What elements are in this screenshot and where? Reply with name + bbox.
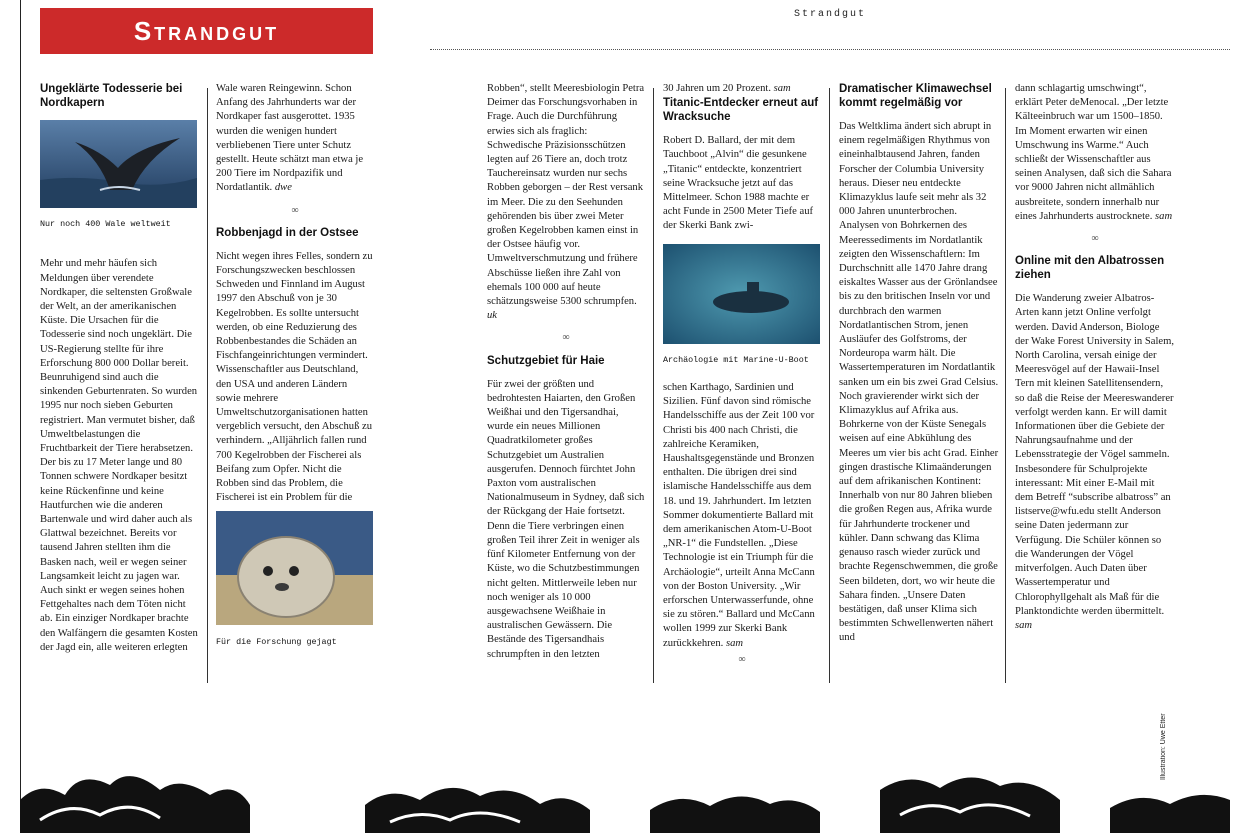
article-heading-albatros: Online mit den Albatrossen ziehen: [1015, 255, 1165, 282]
column-divider: [207, 88, 208, 683]
article-body-nordkaper: Mehr und mehr häufen sich Meldungen über verendete Nordkaper, die seltensten Großwale der Welt, an der amerikanischen Küste. Die Ursachen für die Todesserie sind noch ungeklärt. Die US-Regierung stellte für ihre Erforschung 800 000 Dollar bereit. Beunruhigend sind auch die sinkenden Geburtenraten. So wurden 1995 nur noch sieben Geburten registriert. Man vermutet bisher, daß Umweltbelastungen die Fruchtbarkeit der Tiere herabsetzen. Der bis zu 17 Meter lange und 80 Tonnen schwere Nordkaper besitzt keine Rückenfinne und keine Hautfurchen wie die anderen Bartenwale und wird daher auch als Glattwal bezeichnet. Bereits vor tausend Jahren stellten ihm die Basken nach, weil er wegen seiner Langsamkeit leicht zu jagen war. Auch sinkt er wegen seines hohen Fettgehaltes nach dem Töten nicht ab. Ein einziger Nordkaper brachte den Walfängern die gesamten Kosten der Jagd ein, alle weiteren erlegten: [40, 258, 198, 653]
column-divider: [1005, 88, 1006, 683]
ornament-icon: ∞: [291, 204, 299, 216]
article-body-nordkaper-cont: Wale waren Reingewinn. Schon Anfang des Jahrhunderts war der Nordkaper fast ausgerottet. 1935 wurden die wenigen hundert verbliebenen Tiere unter Schutz gestellt. Heute schätzt man etwa je 200 Tiere im Nordpazifik und Nordatlantik.: [216, 83, 364, 194]
column-5: [839, 82, 999, 646]
seal-photo: [216, 511, 373, 625]
article-body-klima: Das Weltklima ändert sich abrupt in einem regelmäßigen Rhythmus von eineinhalbtausend Jahren, fanden Forscher der Columbia University heraus. Dieser neu entdeckte Klimazyklus laufe seit mehr als 32 000 Jahren ununterbrochen. Analysen von Bohrkernen des Meeressediments im Nordatlantik zeigten den Wissenschaftlern: Im Durchschnitt alle 1470 Jahre drang eiskaltes Wasser aus der Grönlandsee bis zu den britischen Inseln vor und durchbrach den warmen Nordatlantischen Strom, jenen Ausläufer des Golfstroms, der Nordeuropa warm hält. Die Wassertemperaturen im Nordatlantik sanken um ein bis zwei Grad Celsius. Noch gravierender wirkt sich der Klimazyklus auf Afrika aus. Bohrkerne von der Küste Senegals weisen auf eine Abkühlung des Meeres um vier bis acht Grad. Einher gingen drastische Klimaänderungen auf dem afrikanischen Kontinent: Innerhalb von nur 80 Jahren blieben die großen Regen aus, Afrika wurde für Jahrhunderte trockener und kühler. Dann schwang das Klima genauso rasch wieder zurück und brachte Regenschwemmen, die große Seen bildeten, dort, wo wir heute die Sahara finden. „Unsere Daten bestätigen, daß unser Klima sich bestimmten Schwellenwerten nähert und: [839, 121, 999, 644]
running-head: Strandgut: [793, 9, 866, 20]
column-divider: [829, 88, 830, 683]
article-heading-robbenjagd: Robbenjagd in der Ostsee: [216, 226, 359, 239]
column-6: [1015, 82, 1175, 633]
article-body-haie: Für zwei der größten und bedrohtesten Haiarten, den Großen Weißhai und den Tigersandhai, wurde ein neues Millionen Quadratkilometer großes Schutzgebiet um Australien ausgerufen. Dennoch fürchtet John Paxton vom australischen Nationalmuseum in Sydney, daß sich der Rückgang der Haie fortsetzt. Denn die Tiere verbringen einen großen Teil ihrer Zeit in weniger als fünf Kilometer Entfernung von der Küste, wo die Schutzbestimmungen nicht gelten. Mittlerweile leben nur noch weniger als 10 000 ausgewachsene Weißhaie in australischen Gewässern. Die Bestände des Tigersandhais schrumpften in den letzten: [487, 378, 645, 660]
column-2: [216, 82, 374, 649]
author-sign: dwe: [274, 182, 292, 194]
section-banner: Strandgut: [40, 8, 373, 54]
submarine-photo: [663, 244, 820, 344]
author-sign: sam: [773, 83, 791, 94]
author-sign: sam: [1155, 210, 1173, 222]
article-heading-klima: Dramatischer Klimawechsel kommt regelmäßig vor: [839, 83, 992, 109]
article-body-haie-cont: 30 Jahren um 20 Prozent.: [663, 83, 771, 94]
article-body-klima-cont: dann schlagartig umschwingt“, erklärt Peter deMenocal. „Der letzte Kälteeinbruch war um 1500–1850. Im Moment erwarten wir einen Umschwung ins Warme.“ Auch schließt der Wissenschaftler aus seinen Analysen, daß sich die Sahara vor 9000 Jahren nicht allmählich ausbreitete, sondern innerhalb nur eines Jahrhunderts austrocknete.: [1015, 83, 1172, 222]
article-heading-haie: Schutzgebiet für Haie: [487, 354, 605, 367]
author-sign: sam: [1015, 619, 1033, 631]
article-body-robbenjagd-cont: Robben“, stellt Meeresbiologin Petra Deimer das Forschungsvorhaben in Frage. Auch die Durchführung erwies sich als fraglich: Schwedische Präzisionsschützen legten auf 26 Tiere an, doch trotz Tauchereinsatz wurden nur sechs Robben geborgen – der Rest versank im Meer. Die zu den Seehunden gehörenden bis über zwei Meter großen Kegelrobben kamen einst in der Ostsee häufig vor. Umweltverschmutzung und frühere Abschüsse ließen ihre Zahl von ehemals 100 000 auf heute schätzungsweise 5300 schrumpfen.: [487, 83, 645, 308]
ornament-icon: ∞: [562, 332, 570, 344]
caption-whale: Nur noch 400 Wale weltweit: [40, 219, 171, 230]
column-4: [663, 82, 821, 675]
article-body-albatros: Die Wanderung zweier Albatros-Arten kann jetzt Online verfolgt werden. David Anderson, Biologe der Wake Forest University in Salem, North Carolina, versah einige der Meeresvögel auf der Hawaii-Insel Tern mit kleinen Satellitensendern, so daß die Reise der Meereswanderer verfolgt werden kann. Er will damit Informationen über die Gebiete der Nahrungsaufnahme und der Lebensstrategie der Vögel sammeln. Insbesondere für Schulprojekte interessant: Mit einer E-Mail mit dem Betreff “subscribe albatross” an listserve@wfu.edu stellt Anderson seine Daten jedermann zur Verfügung. Die Schüler können so die Wanderungen der Vögel mitverfolgen. Auch Daten über Wassertemperatur und Chlorophyllgehalt als Maß für die Planktondichte werden übermittelt.: [1015, 293, 1175, 617]
article-body-robbenjagd: Nicht wegen ihres Felles, sondern zu Forschungszwecken beschlossen Schweden und Finnland im August 1997 den Abschuß von je 30 Kegelrobben. Es sollte untersucht werden, ob eine Reduzierung des Robbenbestandes die Schäden an Fischfangeinrichtungen vermindert. Wissenschaftler aus Deutschland, den USA und anderen Ländern sowie mehrere Umweltschutzorganisationen hatten vergeblich versucht, den Abschuß zu verhindern. „Alljährlich fallen rund 700 Kegelrobben der Fischerei als Beifang zum Opfer. Nicht die Robben sind das Problem, die Fischerei ist ein Problem für die: [216, 250, 373, 504]
wave-illustration: [20, 760, 1230, 833]
article-heading-nordkaper: Ungeklärte Todesserie bei Nordkapern: [40, 83, 183, 109]
caption-submarine: Archäologie mit Marine-U-Boot: [663, 354, 809, 365]
whale-tail-photo: [40, 120, 197, 208]
article-heading-titanic: Titanic-Entdecker erneut auf Wracksuche: [663, 97, 819, 124]
article-body-titanic: Robert D. Ballard, der mit dem Tauchboot „Alvin“ die gesunkene „Titanic“ entdeckte, konzentriert seine Wracksuche jetzt auf das Mittelmeer. Schon 1988 machte er acht Funde in 2500 Meter Tiefe auf der Skerki Bank zwi-: [663, 135, 814, 232]
column-1: [40, 82, 198, 655]
caption-seal: Für die Forschung gejagt: [216, 636, 337, 647]
ornament-icon: ∞: [738, 653, 746, 665]
header-dotted-rule: [430, 49, 1230, 50]
author-sign: sam: [725, 637, 744, 649]
page-left-rule: [20, 0, 21, 833]
article-body-titanic-cont: schen Karthago, Sardinien und Sizilien. Fünf davon sind römische Handelsschiffe aus der Zeit 100 vor Christi bis 400 nach Christi, die zahlreiche Keramiken, Haushaltsgegenstände und Bronzen enthalten. Die übrigen drei sind islamische Handelsschiffe aus dem 18. und 19. Jahrhundert. Im letzten Sommer dokumentierte Ballard mit dem amerikanischen Atom-U-Boot „NR-1“ die Fundstellen. „Diese Technologie ist ein Triumph für die Archäologie“, urteilt Anna McCann von der Boston University. „Wir erforschen Unterwasserfunde, ohne sie zu stören.“ Ballard und McCann wollen 1999 zur Skerki Bank zurückkehren.: [663, 382, 815, 649]
column-3: [487, 82, 645, 662]
column-divider: [653, 88, 654, 683]
author-sign: uk: [487, 310, 497, 322]
illustration-credit: Illustration: Uwe Etter: [1160, 713, 1167, 780]
ornament-icon: ∞: [1091, 233, 1099, 245]
